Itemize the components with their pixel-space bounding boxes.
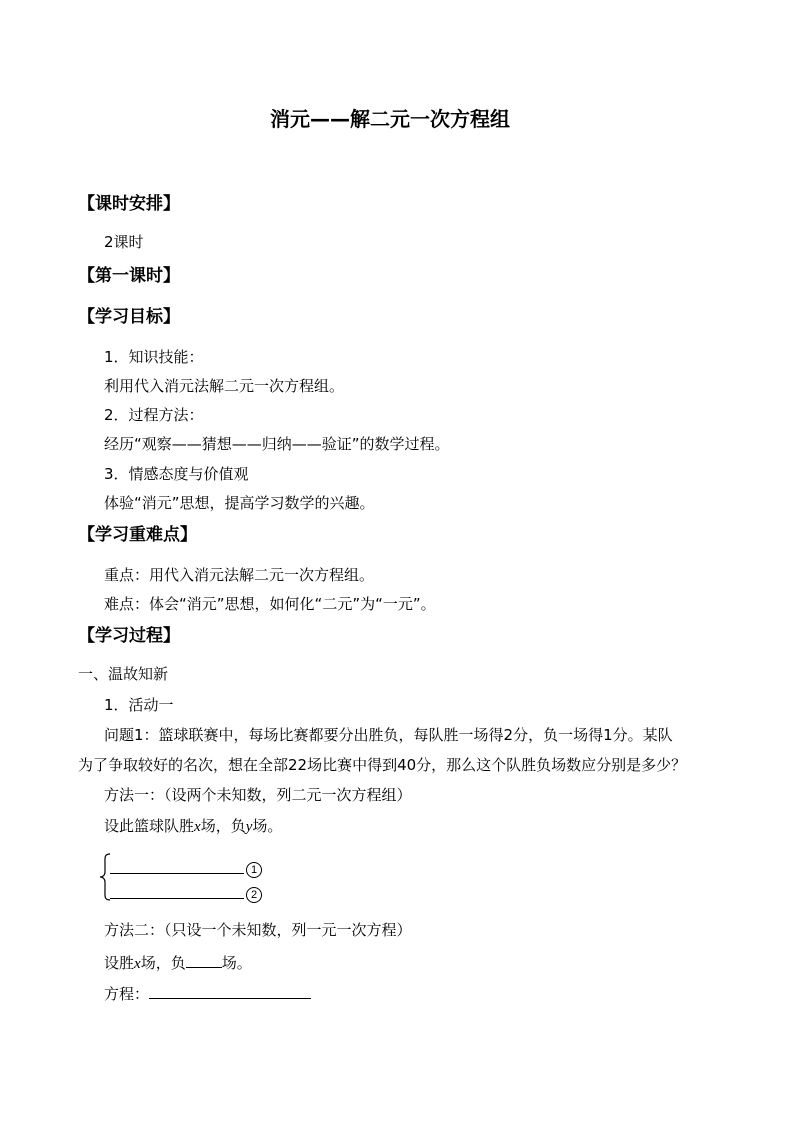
method1-setup-b: 场，负 (200, 817, 246, 835)
keypoint-text: 重点：用代入消元法解二元一次方程组。 (104, 566, 375, 584)
schedule-value: 2课时 (104, 233, 144, 251)
method1-text: 方法一：（设两个未知数，列二元一次方程组） (104, 786, 412, 804)
method2-setup-a: 设胜 (104, 954, 135, 972)
process-heading: 【学习过程】 (78, 626, 180, 646)
equation-line (104, 982, 311, 1004)
goal1-text: 利用代入消元法解二元一次方程组。 (104, 377, 345, 395)
goal2-text: 经历“观察——猜想——归纳——验证”的数学过程。 (104, 435, 450, 453)
problem-line-2: 为了争取较好的名次，想在全部22场比赛中得到40分，那么这个队胜负场数应分别是多少？ (78, 756, 687, 774)
var-y: y (245, 819, 253, 835)
equation-blank-1[interactable] (110, 857, 244, 874)
method2-text: 方法二：（只设一个未知数，列一元一次方程） (104, 921, 412, 939)
var-x: x (194, 819, 201, 835)
method1-setup (104, 816, 282, 837)
problem-line-1: 问题1：篮球联赛中，每场比赛都要分出胜负，每队胜一场得2分，负一场得1分。某队 (104, 726, 673, 744)
circled-number-1: 1 (246, 862, 262, 878)
losses-blank[interactable] (186, 951, 222, 968)
goal3-text: 体验“消元”思想，提高学习数学的兴趣。 (104, 494, 375, 512)
circled-number-2: 2 (246, 887, 262, 903)
method1-setup-c: 场。 (252, 817, 283, 835)
activity1-label: 1．活动一 (104, 696, 174, 714)
equation-row-2 (110, 882, 262, 904)
var-x-2: x (134, 956, 141, 972)
method2-setup-c: 场。 (221, 954, 252, 972)
equation-blank-2[interactable] (110, 882, 244, 899)
lesson1-heading: 【第一课时】 (78, 266, 180, 286)
keypoints-heading: 【学习重难点】 (78, 525, 197, 545)
goals-heading: 【学习目标】 (78, 307, 180, 327)
goal2-label: 2．过程方法： (104, 406, 204, 424)
goal3-label: 3．情感态度与价值观 (104, 465, 249, 483)
equation-row-1 (110, 857, 262, 879)
equation-label: 方程： (104, 985, 150, 1003)
difficulty-text: 难点：体会“消元”思想，如何化“二元”为“一元”。 (104, 595, 436, 613)
method2-setup (104, 951, 252, 974)
method2-setup-b: 场，负 (140, 954, 186, 972)
part1-heading: 一、温故知新 (78, 665, 169, 683)
document-title: 消元——解二元一次方程组 (270, 107, 510, 131)
schedule-heading: 【课时安排】 (78, 194, 180, 214)
goal1-label: 1．知识技能： (104, 348, 204, 366)
method1-setup-a: 设此篮球队胜 (104, 817, 195, 835)
equation-blank[interactable] (149, 982, 311, 999)
